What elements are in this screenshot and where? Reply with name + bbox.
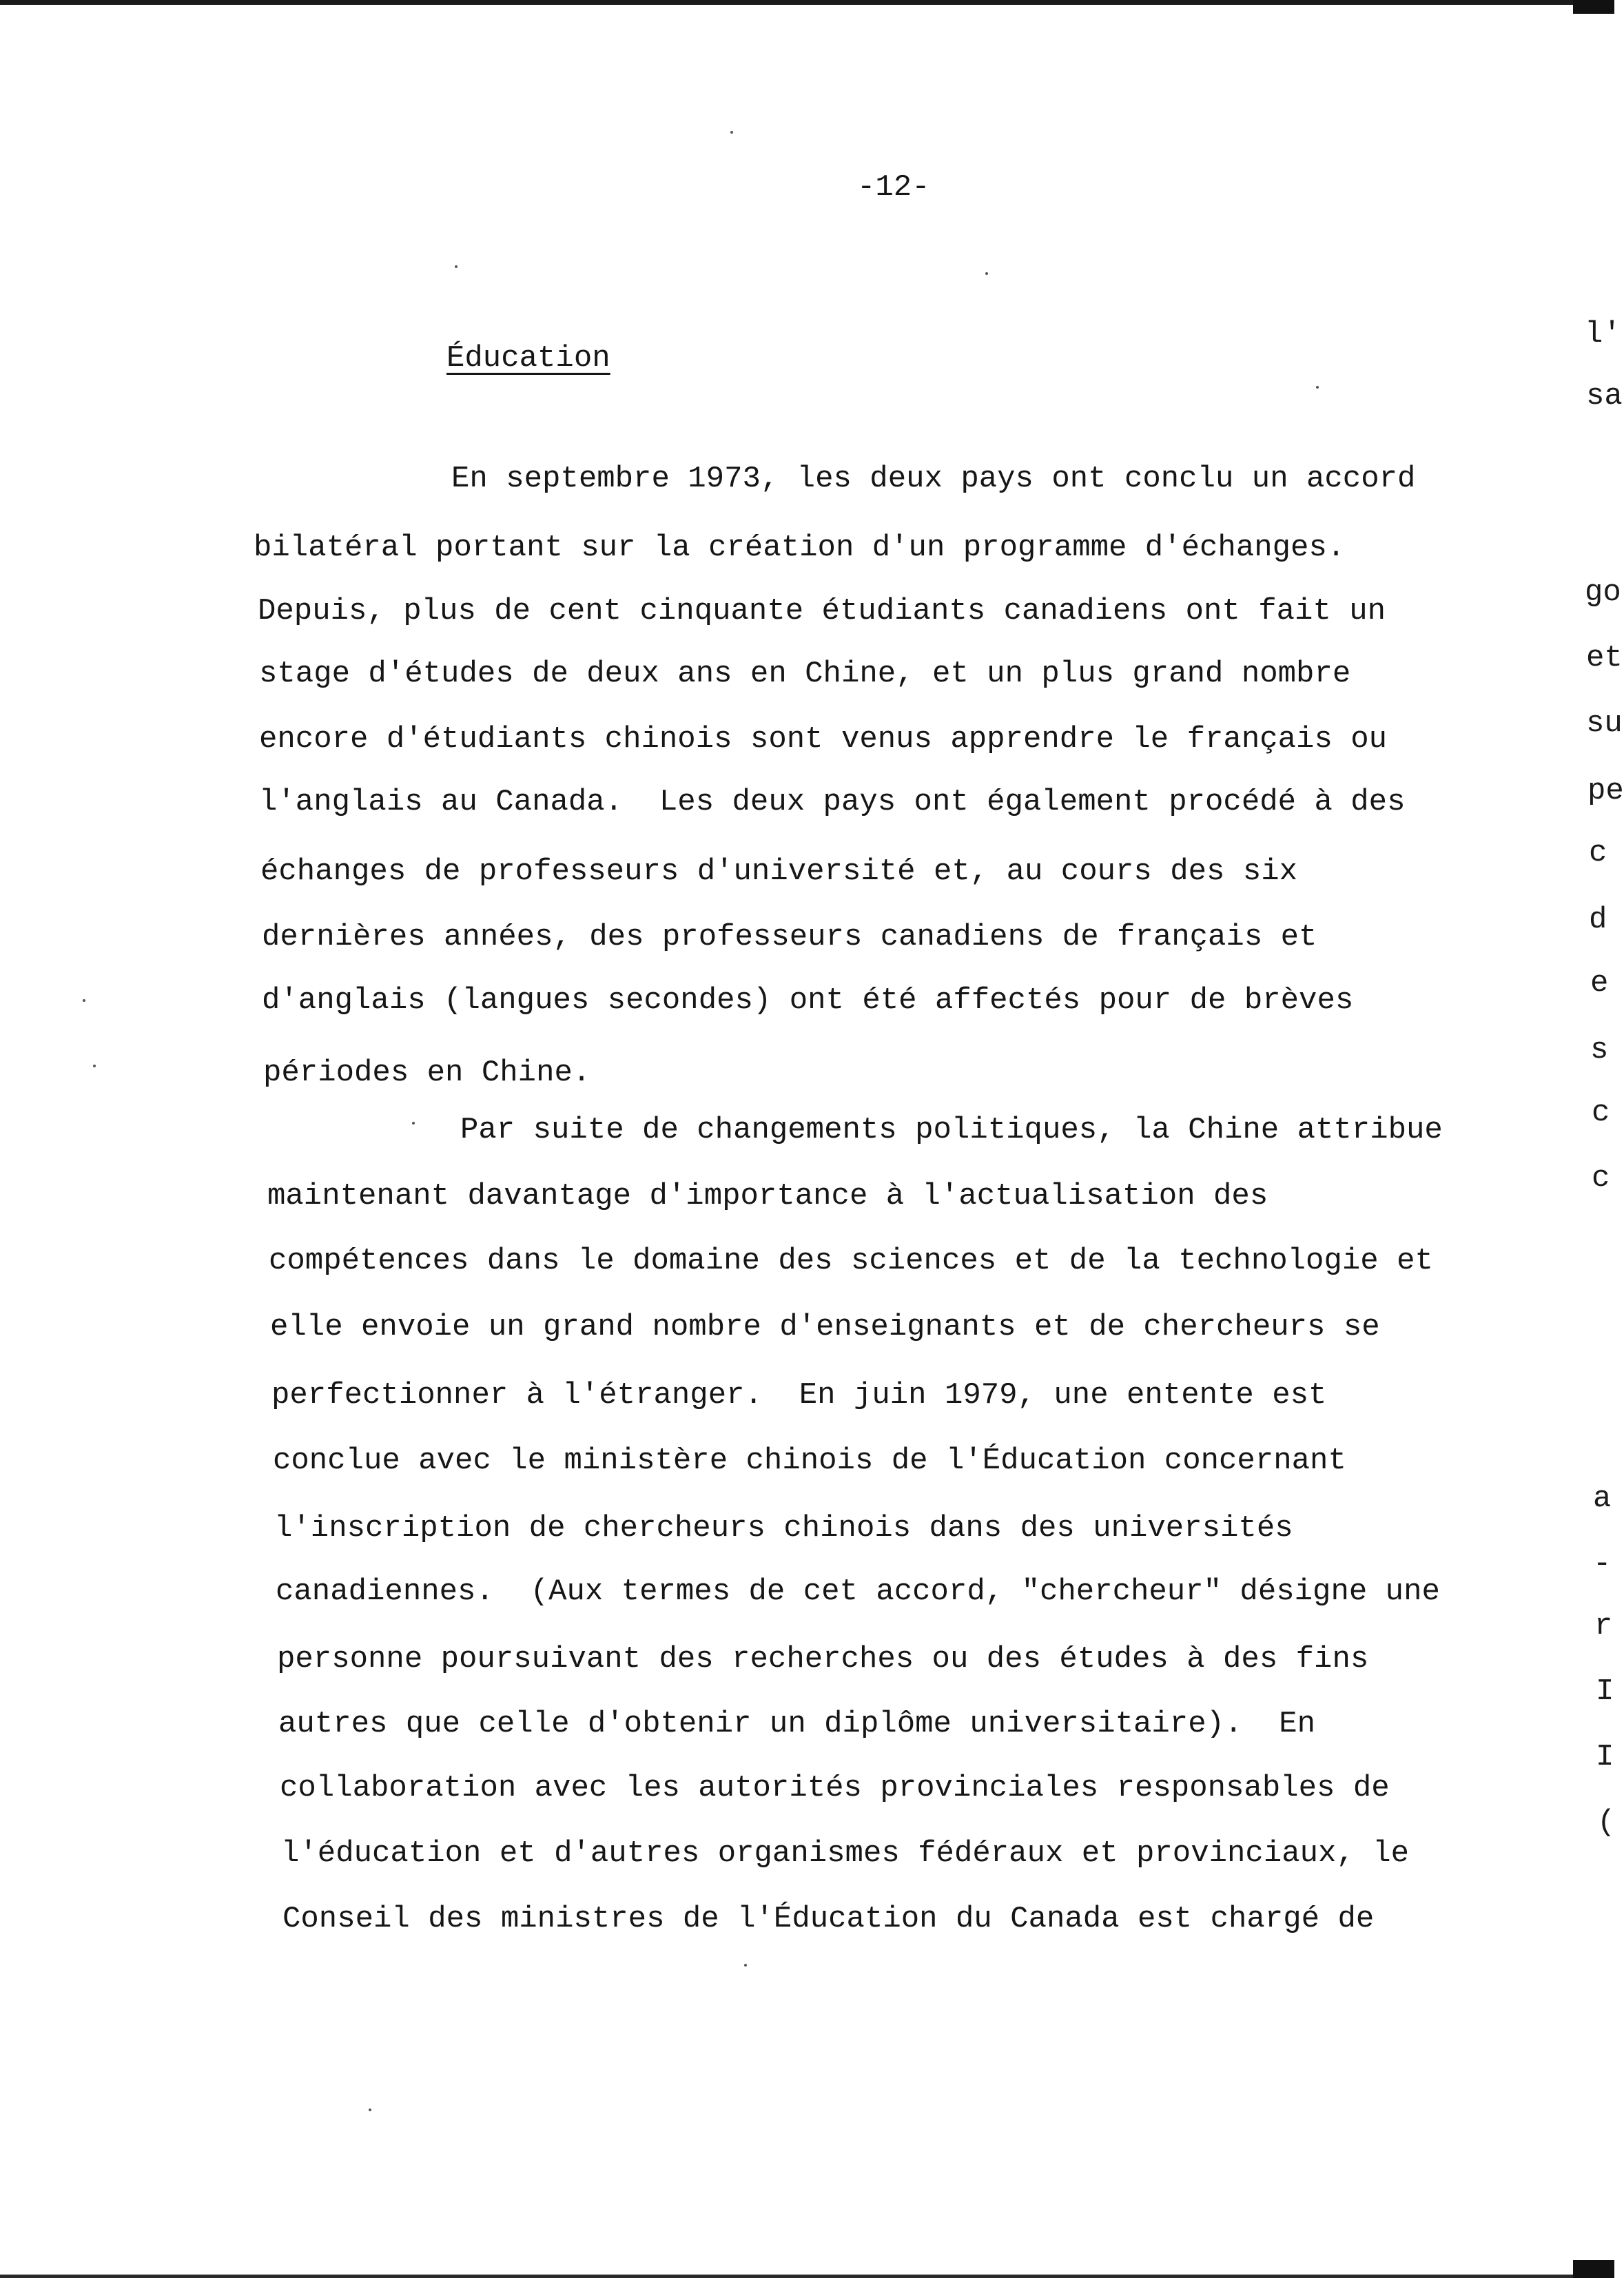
margin-fragment: - xyxy=(1593,1547,1612,1581)
margin-fragment: c xyxy=(1589,836,1607,870)
scan-speck xyxy=(1316,386,1319,389)
body-line: dernières années, des professeurs canadiens de français et xyxy=(262,920,1317,954)
body-line: échanges de professeurs d'université et, au cours des six xyxy=(260,854,1298,889)
scan-speck xyxy=(985,272,988,275)
scan-speck xyxy=(730,131,733,134)
body-line: bilatéral portant sur la création d'un programme d'échanges. xyxy=(254,531,1346,565)
body-line: elle envoie un grand nombre d'enseignants et de chercheurs se xyxy=(270,1310,1380,1344)
body-line: encore d'étudiants chinois sont venus apprendre le français ou xyxy=(259,722,1388,757)
margin-fragment: et xyxy=(1586,641,1623,675)
body-line: canadiennes. (Aux termes de cet accord, "chercheur" désigne une xyxy=(276,1574,1440,1609)
body-line: Par suite de changements politiques, la Chine attribue xyxy=(460,1113,1443,1147)
body-line: l'anglais au Canada. Les deux pays ont également procédé à des xyxy=(259,785,1406,819)
body-line: d'anglais (langues secondes) ont été affectés pour de brèves xyxy=(262,983,1354,1018)
section-heading: Éducation xyxy=(446,341,610,376)
margin-fragment: go xyxy=(1585,575,1621,610)
scan-speck xyxy=(744,1964,747,1967)
scan-speck xyxy=(412,1122,415,1125)
margin-fragment: c xyxy=(1592,1096,1610,1130)
margin-fragment: l' xyxy=(1585,317,1621,351)
body-line: Depuis, plus de cent cinquante étudiants canadiens ont fait un xyxy=(258,594,1386,628)
scan-speck xyxy=(455,265,458,268)
margin-fragment: su xyxy=(1586,706,1623,741)
body-line: perfectionner à l'étranger. En juin 1979, une entente est xyxy=(271,1378,1327,1413)
margin-fragment: r xyxy=(1594,1609,1613,1643)
body-line: conclue avec le ministère chinois de l'Éducation concernant xyxy=(273,1444,1346,1478)
margin-fragment: sa xyxy=(1586,379,1623,413)
scan-speck xyxy=(369,2108,371,2111)
margin-fragment: d xyxy=(1589,903,1607,937)
scan-corner-mark xyxy=(1573,0,1614,14)
body-line: périodes en Chine. xyxy=(263,1056,591,1090)
body-line: autres que celle d'obtenir un diplôme universitaire). En xyxy=(278,1707,1316,1741)
body-line: personne poursuivant des recherches ou des études à des fins xyxy=(277,1642,1369,1676)
margin-fragment: I xyxy=(1596,1740,1614,1774)
page-number: -12- xyxy=(857,170,930,205)
body-line: Conseil des ministres de l'Éducation du Canada est chargé de xyxy=(282,1902,1375,1936)
scan-speck xyxy=(93,1065,96,1067)
body-line: l'éducation et d'autres organismes fédéraux et provinciaux, le xyxy=(281,1836,1410,1871)
scan-top-edge xyxy=(0,0,1614,5)
body-line: collaboration avec les autorités provinciales responsables de xyxy=(280,1771,1390,1805)
margin-fragment: pe xyxy=(1587,774,1624,808)
body-line: stage d'études de deux ans en Chine, et un plus grand nombre xyxy=(259,657,1351,691)
scan-speck xyxy=(83,999,85,1002)
body-line: l'inscription de chercheurs chinois dans des universités xyxy=(274,1511,1293,1546)
body-line: En septembre 1973, les deux pays ont conclu un accord xyxy=(451,462,1416,496)
body-line: maintenant davantage d'importance à l'actualisation des xyxy=(267,1179,1268,1213)
margin-fragment: c xyxy=(1592,1161,1610,1196)
margin-fragment: I xyxy=(1596,1674,1614,1709)
scan-bottom-corner xyxy=(1573,2260,1614,2278)
scan-bottom-edge xyxy=(0,2275,1614,2278)
margin-fragment: e xyxy=(1590,966,1609,1001)
margin-fragment: s xyxy=(1590,1033,1609,1067)
margin-fragment: ( xyxy=(1597,1805,1616,1840)
body-line: compétences dans le domaine des sciences et de la technologie et xyxy=(269,1244,1433,1278)
margin-fragment: a xyxy=(1593,1481,1612,1516)
